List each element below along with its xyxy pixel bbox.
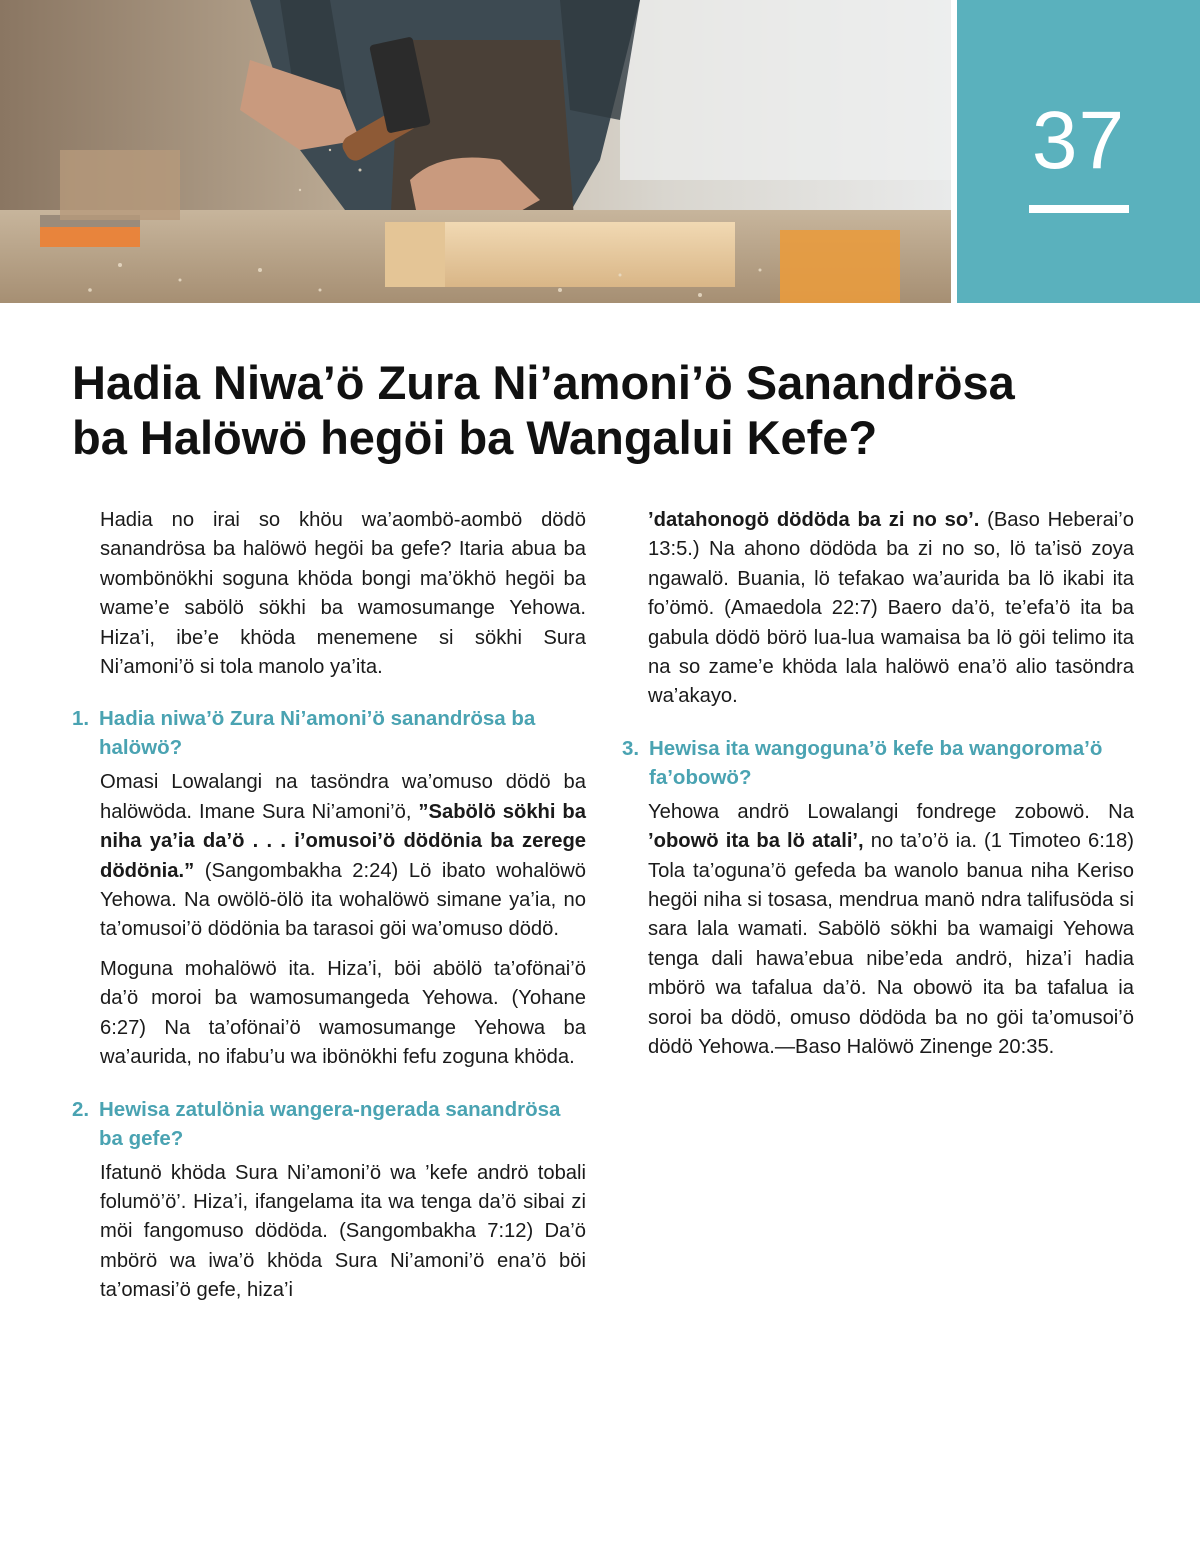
page-title-line-2: ba Halöwö hegöi ba Wangalui Kefe? bbox=[72, 411, 878, 464]
section-3-paragraph bbox=[648, 798, 1134, 1063]
intro-paragraph: Hadia no irai so khöu wa’aombö-aombö dödö sanandrösa ba halöwö hegöi ba gefe? Itaria abua ba wombönökhi soguna khöda bongi ma’ökhö hegöi ba wame’e sabölö sökhi ba wamosumange Yehowa. Hiza’i, ibe’e khöda menemene si sökhi Sura Ni’amoni’ö si tola manolo ya’ita. bbox=[100, 509, 586, 679]
section-2-paragraph bbox=[100, 1159, 586, 1306]
section-2-scripture-quote: ’datahonogö dödöda ba zi no so’. bbox=[648, 509, 980, 531]
left-column bbox=[72, 506, 586, 1316]
section-1-scripture-quote: ”Sabölö sökhi ba niha ya’ia da’ö . . . i’omusoi’ö dödönia ba zerege dödönia.” bbox=[100, 800, 586, 882]
section-2-paragraph-continued bbox=[648, 506, 1134, 712]
section-1-text-c: (Sangombakha 2:24) Lö ibato wohalöwö Yehowa. Na owölö-ölö ita wohalöwö simane ya’ia, no ta’omusoi’ö dödönia ba tarasoi göi wa’omuso dödö. bbox=[100, 859, 586, 941]
question-3-text: Hewisa ita wangoguna’ö kefe ba wangoroma’ö fa’obowö? bbox=[649, 736, 1103, 789]
page-title-line-1: Hadia Niwa’ö Zura Ni’amoni’ö Sanandrösa bbox=[72, 356, 1015, 409]
section-3-text-a: Yehowa andrö Lowalangi fondrege zobowö. Na bbox=[648, 800, 1134, 823]
section-3-text-c: no ta’o’ö ia. (1 Timoteo 6:18) Tola ta’oguna’ö gefeda ba wanolo banua niha Keriso hegöi niha si tosasa, mendrua manö ndra talifusöda si sara lala wamati. Sabölö sökhi ba wamaigi Yehowa tenga dali hawa’ebua nibe’eda andrö, hiza’i hadia mbörö wa tafalua da’ö. Na obowö ita ba tafalua ia soroi ba dödö, omuso dödöda ba no göi ta’omusoi’ö dödö Yehowa.—Baso Halöwö Zinenge 20:35. bbox=[648, 830, 1134, 1059]
right-column bbox=[622, 506, 1134, 1073]
page-title bbox=[72, 355, 1132, 465]
lesson-number-box bbox=[957, 0, 1200, 303]
question-1 bbox=[72, 704, 586, 762]
section-2-text-c: (Baso Heberai’o 13:5.) Na ahono dödöda ba zi no so, lö ta’isö zoya ngawalö. Buania, lö tefakao wa’aurida ba lö ikabi ita fo’ömö. (Amaedola 22:7) Baero da’ö, te’efa’ö ita ba gabula dödö börö lua-lua wamaisa ba lö göi telimo ita na so zame’e khöda lala halöwö ena’ö alio tasöndra wa’akayo. bbox=[648, 509, 1134, 708]
question-3-number: 3. bbox=[622, 736, 640, 760]
section-1-paragraph-1 bbox=[100, 768, 586, 944]
section-1-text-a: Omasi Lowalangi na tasöndra wa’omuso dödö ba halöwöda. Imane Sura Ni’amoni’ö, bbox=[100, 771, 586, 823]
question-1-number: 1. bbox=[72, 707, 90, 731]
question-2 bbox=[72, 1095, 586, 1153]
section-2-text-a: Ifatunö khöda Sura Ni’amoni’ö wa ’kefe andrö tobali folumö’ö’. Hiza’i, ifangelama ita wa tenga da’ö sibai zi möi fangomuso dödöda. (Sangombakha 7:12) Da’ö mbörö wa iwa’ö khöda Sura Ni’amoni’ö ena’ö böi ta’omasi’ö gefe, hiza’i bbox=[100, 1161, 586, 1302]
lesson-number: 37 bbox=[1031, 95, 1126, 186]
section-1-paragraph-2: Moguna mohalöwö ita. Hiza’i, böi abölö ta’ofönai’ö da’ö moroi ba wamosumangeda Yehowa. (Yohane 6:27) Na ta’ofönai’ö wamosumange Yehowa ba wa’aurida, no ifabu’u wa ibönökhi fefu zoguna khöda. bbox=[100, 957, 586, 1069]
question-3 bbox=[622, 734, 1134, 792]
question-2-number: 2. bbox=[72, 1097, 90, 1121]
hero-image bbox=[0, 0, 951, 303]
question-2-text: Hewisa zatulönia wangera-ngerada sanandrösa ba gefe? bbox=[99, 1097, 561, 1150]
carpenter-illustration bbox=[0, 0, 951, 303]
question-1-text: Hadia niwa’ö Zura Ni’amoni’ö sanandrösa ba halöwö? bbox=[99, 707, 536, 760]
section-3-scripture-quote: ’obowö ita ba lö atali’, bbox=[648, 830, 864, 853]
lesson-number-underline bbox=[1029, 205, 1129, 213]
